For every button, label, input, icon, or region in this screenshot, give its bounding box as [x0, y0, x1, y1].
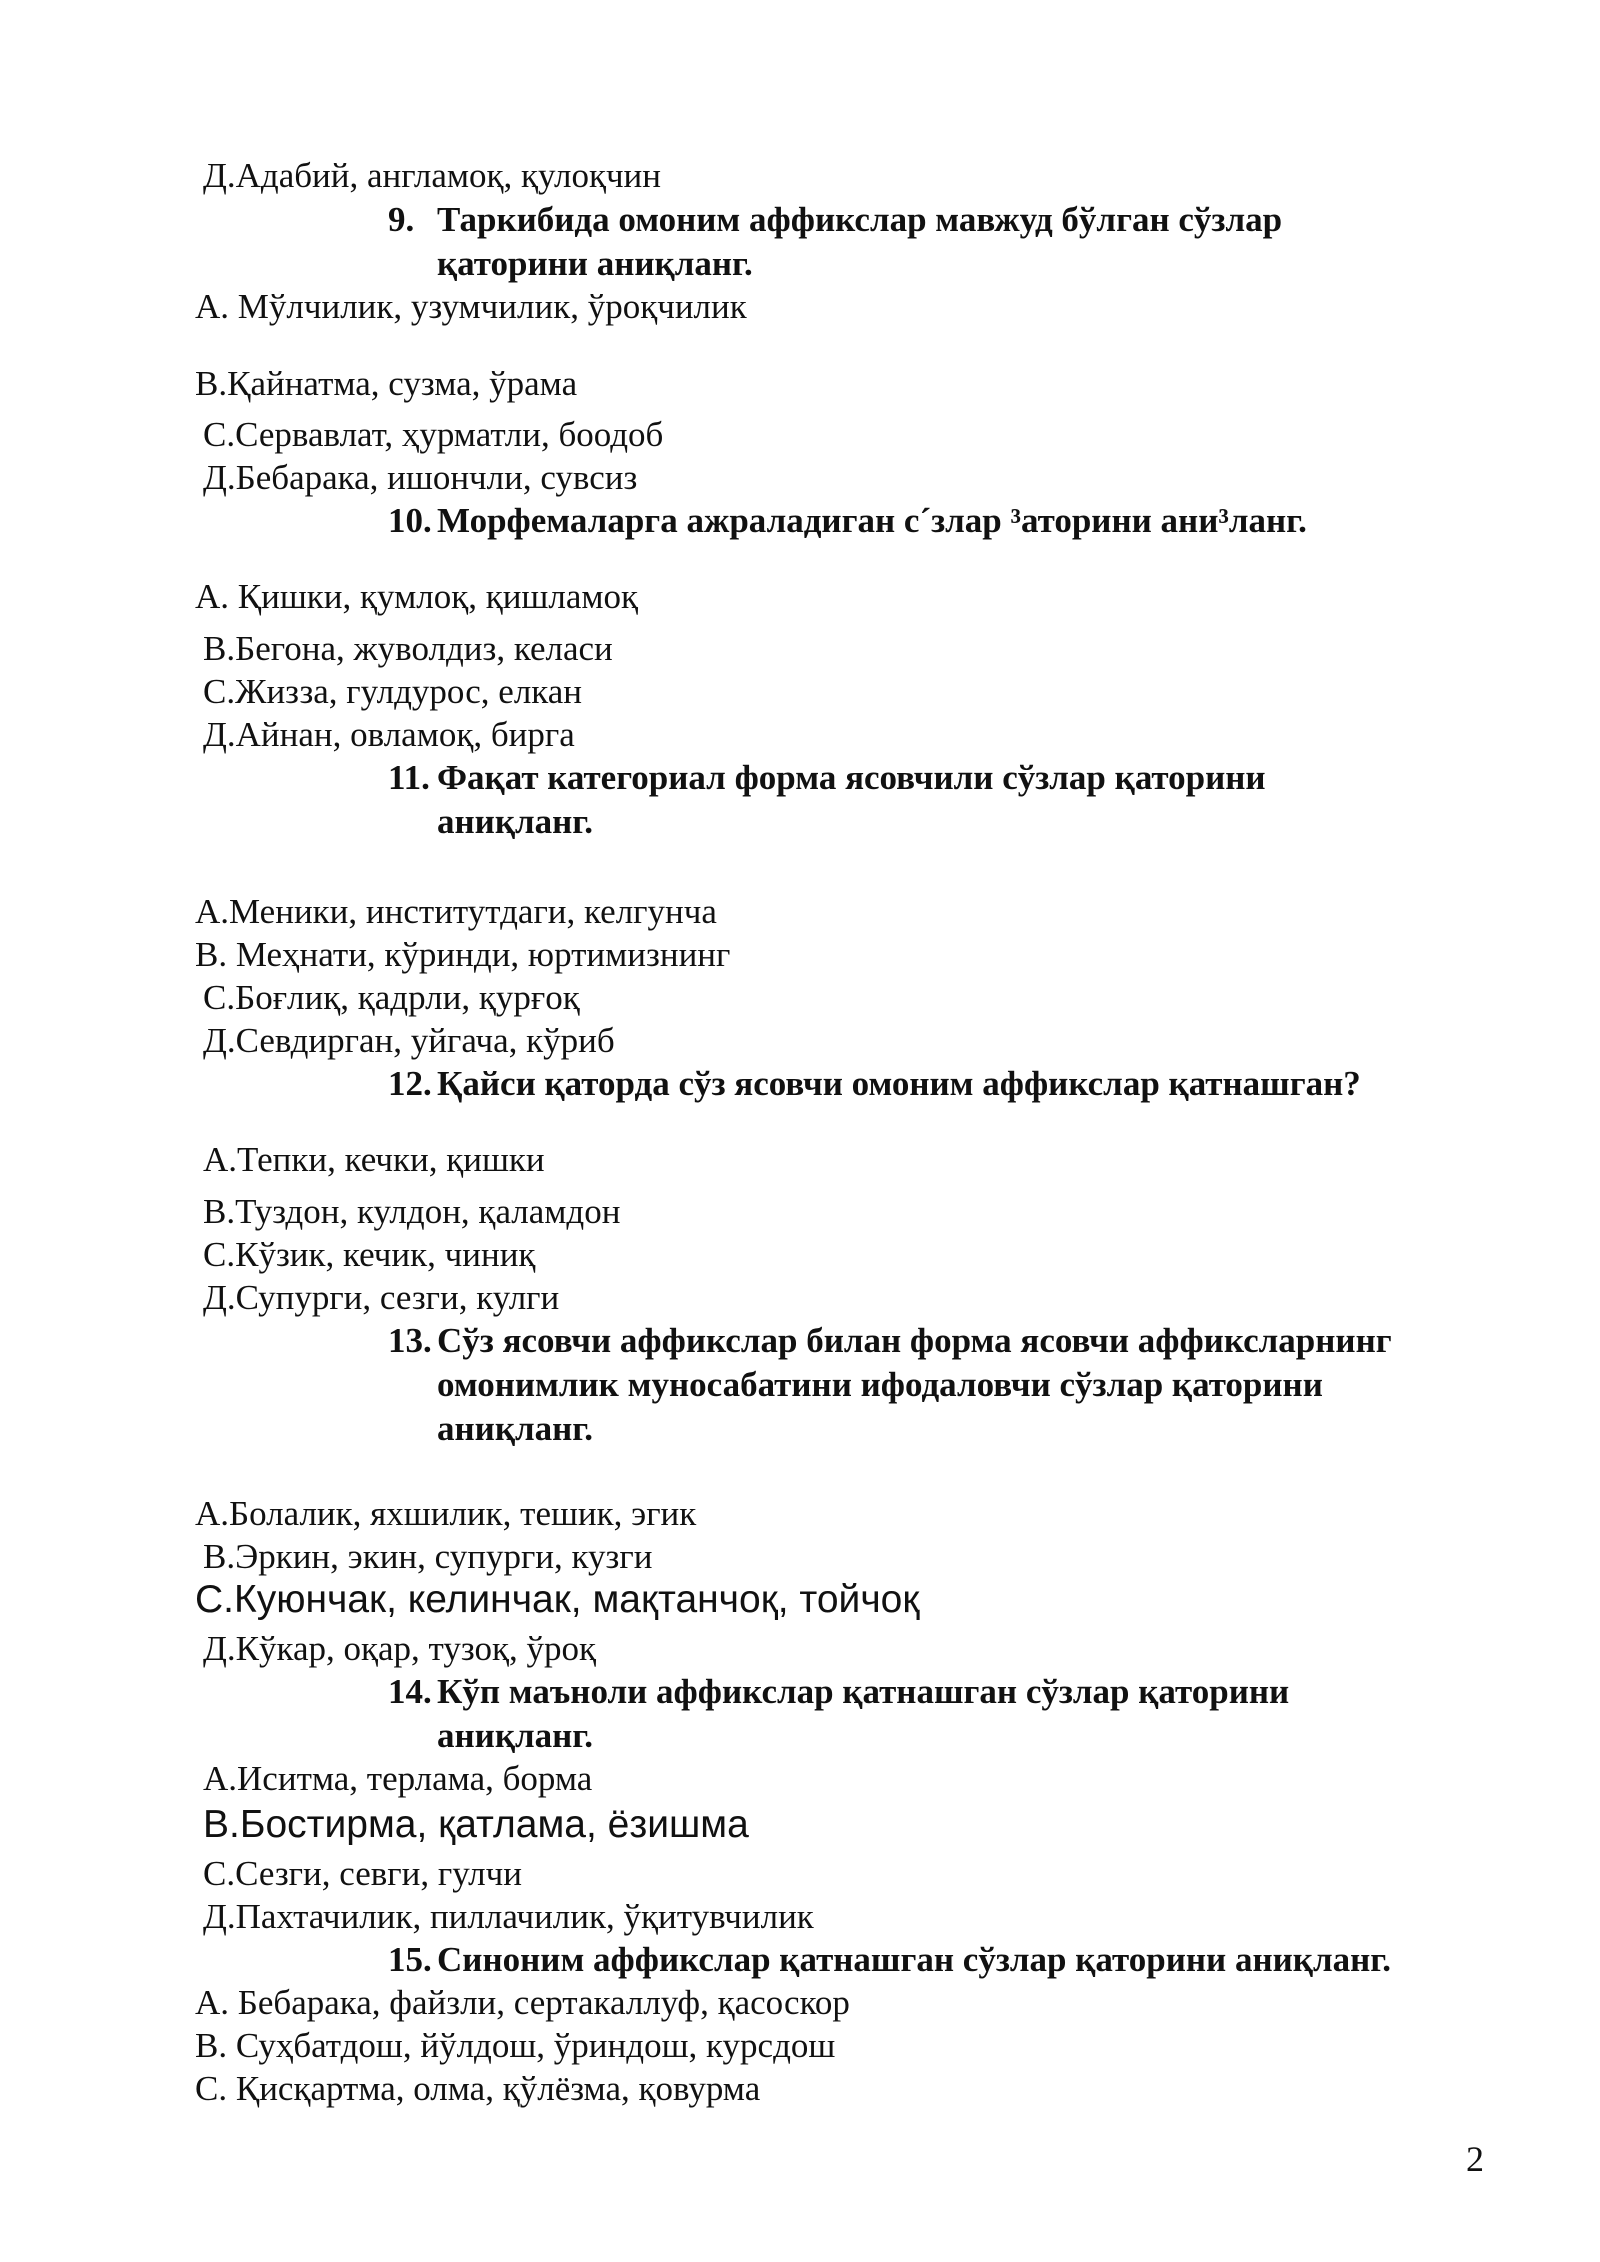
- page-number: 2: [1466, 2139, 1484, 2179]
- question-10-option-a: А. Қишки, қумлоқ, қишламоқ: [195, 577, 639, 616]
- question-11-line-1: Фақат категориал форма ясовчили сўзлар қаторини: [437, 758, 1266, 797]
- question-13-number: 13.: [388, 1321, 432, 1360]
- question-13-line-1: Сўз ясовчи аффикслар билан форма ясовчи аффиксларнинг: [437, 1321, 1392, 1360]
- question-12-number: 12.: [388, 1064, 432, 1103]
- question-10-number: 10.: [388, 501, 432, 540]
- question-9-option-b: В.Қайнатма, сузма, ўрама: [195, 364, 578, 403]
- question-14-line-2: аниқланг.: [437, 1716, 593, 1755]
- question-13-option-a: А.Болалик, яхшилик, тешик, эгик: [195, 1494, 697, 1533]
- question-15-option-a: А. Бебарака, файзли, сертакаллуф, қасоскор: [195, 1983, 850, 2022]
- question-13-line-2: омонимлик муносабатини ифодаловчи сўзлар қаторини: [437, 1365, 1323, 1404]
- question-14-line-1: Кўп маъноли аффикслар қатнашган сўзлар қаторини: [437, 1672, 1290, 1711]
- question-11-option-d: Д.Севдирган, уйгача, кўриб: [203, 1021, 615, 1060]
- question-9-option-c: С.Сервавлат, ҳурматли, боодоб: [203, 415, 664, 454]
- question-11-number: 11.: [388, 758, 430, 797]
- question-9-line-1: Таркибида омоним аффикслар мавжуд бўлган сўзлар: [437, 200, 1283, 239]
- question-12-line-1: Қайси қаторда сўз ясовчи омоним аффикслар қатнашган?: [437, 1064, 1361, 1103]
- question-10-option-b: В.Бегона, жуволдиз, келаси: [203, 629, 613, 668]
- question-11-option-a: А.Меники, институтдаги, келгунча: [195, 892, 717, 931]
- prev-option-d: Д.Адабий, англамоқ, қулоқчин: [203, 156, 662, 195]
- question-14-number: 14.: [388, 1672, 432, 1711]
- question-14-option-c: С.Сезги, севги, гулчи: [203, 1854, 522, 1893]
- question-12-option-a: А.Тепки, кечки, қишки: [203, 1140, 545, 1179]
- question-15-option-c: С. Қисқартма, олма, қўлёзма, қовурма: [195, 2069, 761, 2108]
- question-9-option-d: Д.Бебарака, ишончли, сувсиз: [203, 458, 638, 497]
- question-11-option-c: С.Боғлиқ, қадрли, қурғоқ: [203, 978, 580, 1017]
- question-13-option-b: В.Эркин, экин, супурги, кузги: [203, 1537, 653, 1576]
- question-14-option-d: Д.Пахтачилик, пиллачилик, ўқитувчилик: [203, 1897, 814, 1936]
- question-9-line-2: қаторини аниқланг.: [437, 244, 753, 283]
- question-10-option-d: Д.Айнан, овламоқ, бирга: [203, 715, 575, 754]
- question-10-line-1: Морфемаларга ажраладиган с´злар ³аторини ани³ланг.: [437, 501, 1307, 540]
- question-14-option-a: А.Иситма, терлама, борма: [203, 1759, 593, 1798]
- question-13-option-d: Д.Кўкар, оқар, тузоқ, ўроқ: [203, 1629, 596, 1668]
- question-10-option-c: С.Жизза, гулдурос, елкан: [203, 672, 583, 711]
- question-14-option-b: В.Бостирма, қатлама, ёзишма: [203, 1803, 749, 1846]
- question-9-option-a: А. Мўлчилик, узумчилик, ўроқчилик: [195, 287, 747, 326]
- question-11-option-b: В. Меҳнати, кўринди, юртимизнинг: [195, 935, 731, 974]
- question-11-line-2: аниқланг.: [437, 802, 593, 841]
- question-12-option-d: Д.Супурги, сезги, кулги: [203, 1278, 560, 1317]
- question-15-number: 15.: [388, 1940, 432, 1979]
- question-12-option-b: В.Туздон, кулдон, қаламдон: [203, 1192, 621, 1231]
- question-13-line-3: аниқланг.: [437, 1409, 593, 1448]
- question-12-option-c: С.Кўзик, кечик, чиниқ: [203, 1235, 536, 1274]
- question-13-option-c: С.Куюнчак, келинчак, мақтанчоқ, тойчоқ: [195, 1578, 920, 1621]
- question-9-number: 9.: [388, 200, 415, 239]
- question-15-option-b: В. Суҳбатдош, йўлдош, ўриндош, курсдош: [195, 2026, 836, 2065]
- question-15-line-1: Синоним аффикслар қатнашган сўзлар қаторини аниқланг.: [437, 1940, 1391, 1979]
